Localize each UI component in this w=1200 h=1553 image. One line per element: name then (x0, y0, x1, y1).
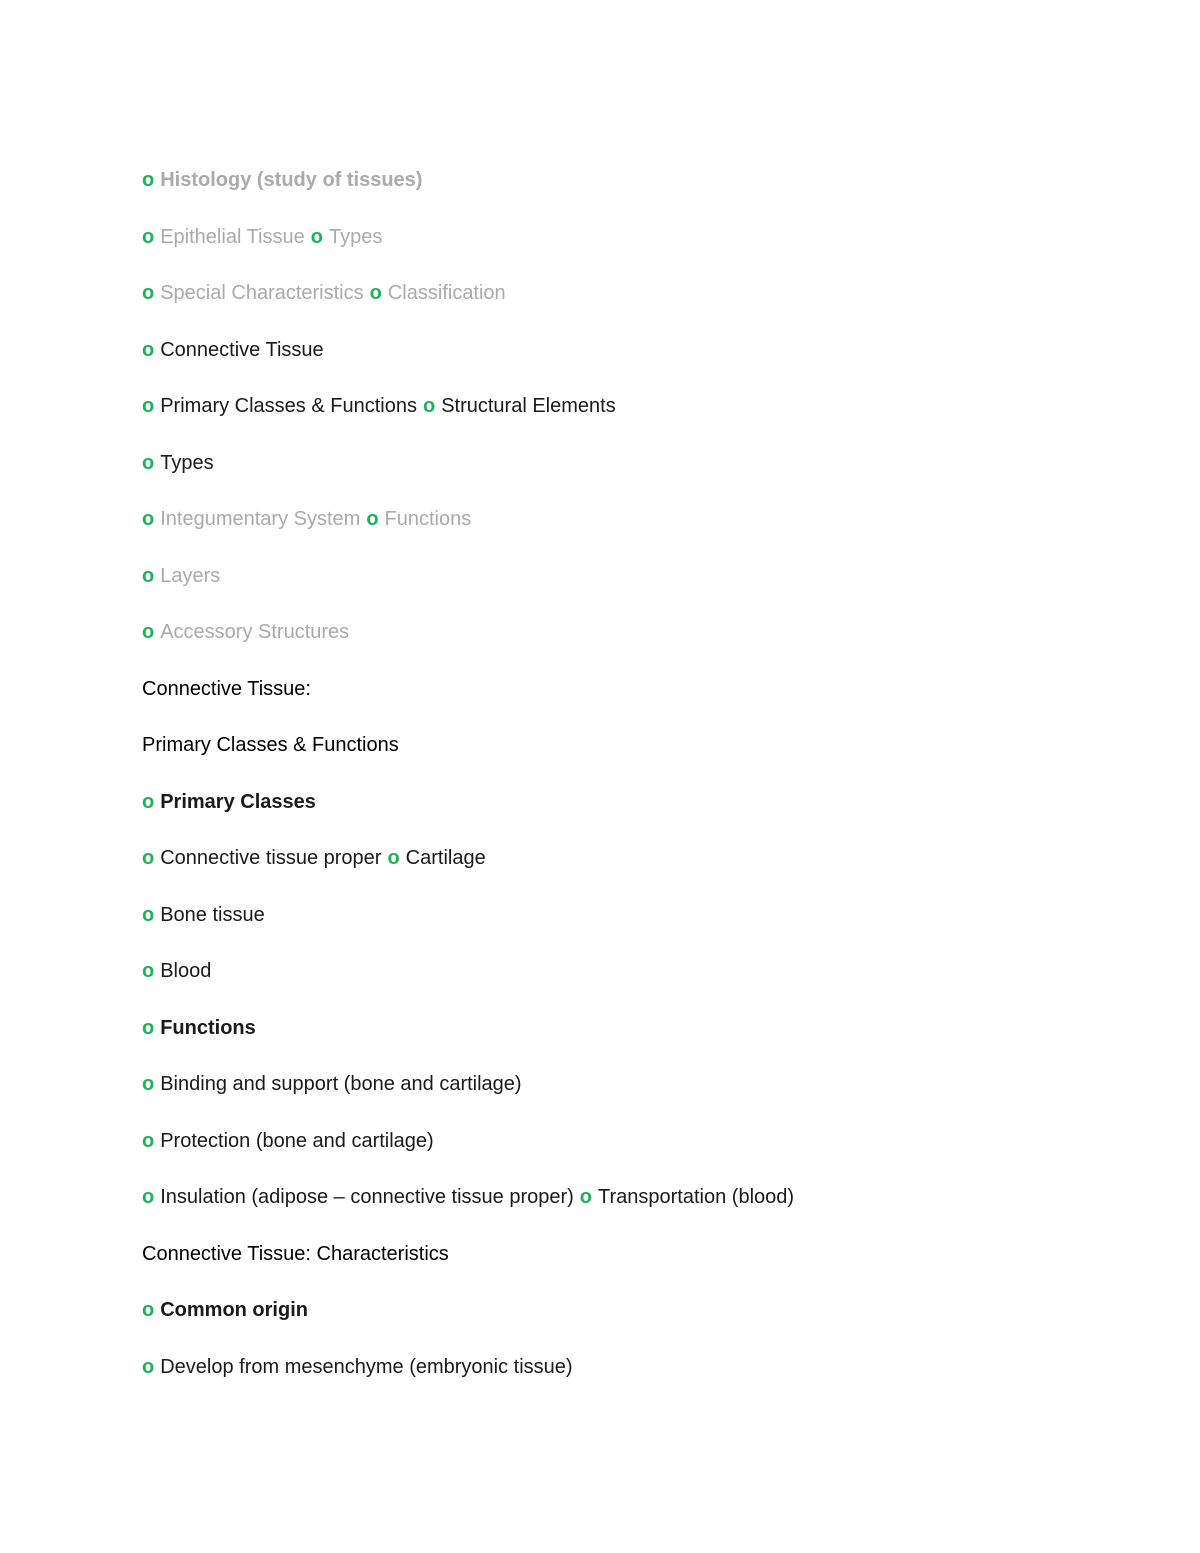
bullet-marker: o (142, 1186, 155, 1208)
outline-item (142, 219, 1122, 276)
outline-text: Connective Tissue (160, 338, 324, 361)
outline-item (142, 1179, 1122, 1236)
outline-item (142, 501, 1122, 558)
outline-item (142, 162, 1122, 219)
bullet-marker: o (310, 225, 323, 248)
outline-text: Primary Classes (160, 790, 316, 813)
bullet-marker: o (142, 564, 155, 587)
bullet-marker: o (142, 395, 155, 417)
outline-text: Layers (160, 564, 221, 587)
bullet-marker: o (142, 338, 155, 361)
bullet-marker: o (142, 1129, 155, 1152)
section-heading (142, 727, 1122, 784)
bullet-marker: o (422, 395, 436, 417)
outline-item (142, 784, 1122, 841)
outline-text: Structural Elements (441, 395, 616, 417)
outline-item (142, 1123, 1122, 1180)
outline-text: Cartilage (405, 847, 486, 869)
bullet-marker: o (579, 1186, 593, 1208)
outline-content (142, 162, 1122, 1405)
outline-text: Accessory Structures (160, 621, 350, 643)
outline-item (142, 388, 1122, 445)
outline-text: Functions (160, 1016, 256, 1039)
outline-text: Histology (study of tissues) (160, 169, 423, 191)
bullet-marker: o (142, 225, 155, 248)
outline-text: Binding and support (bone and cartilage) (160, 1073, 522, 1095)
outline-text: Blood (160, 960, 212, 982)
bullet-marker: o (142, 903, 155, 926)
outline-text: Primary Classes & Functions (160, 395, 417, 417)
outline-item (142, 614, 1122, 671)
outline-text: Connective Tissue: (142, 677, 311, 700)
bullet-marker: o (387, 847, 400, 869)
bullet-marker: o (142, 847, 155, 869)
outline-text: Special Characteristics (160, 282, 364, 304)
section-heading (142, 671, 1122, 728)
outline-text: Common origin (160, 1299, 308, 1321)
bullet-marker: o (142, 790, 155, 813)
outline-text: Insulation (adipose – connective tissue proper) (160, 1186, 574, 1208)
outline-text: Functions (384, 508, 472, 530)
outline-text: Connective tissue proper (160, 847, 382, 869)
outline-text: Classification (387, 282, 506, 304)
bullet-marker: o (142, 1355, 155, 1378)
bullet-marker: o (142, 169, 155, 191)
outline-item (142, 1066, 1122, 1123)
bullet-marker: o (142, 1299, 155, 1321)
outline-text: Types (328, 225, 383, 248)
outline-text: Primary Classes & Functions (142, 734, 399, 756)
outline-item (142, 332, 1122, 389)
bullet-marker: o (142, 621, 155, 643)
outline-item (142, 445, 1122, 502)
outline-item (142, 1349, 1122, 1406)
outline-text: Protection (bone and cartilage) (160, 1129, 434, 1152)
outline-item (142, 275, 1122, 332)
outline-text: Bone tissue (160, 903, 265, 926)
outline-text: Types (160, 451, 214, 474)
outline-item (142, 1292, 1122, 1349)
outline-item (142, 840, 1122, 897)
bullet-marker: o (142, 451, 155, 474)
outline-item (142, 953, 1122, 1010)
bullet-marker: o (142, 282, 155, 304)
outline-item (142, 897, 1122, 954)
section-heading (142, 1236, 1122, 1293)
outline-text: Integumentary System (160, 508, 361, 530)
outline-text: Connective Tissue: Characteristics (142, 1242, 449, 1265)
bullet-marker: o (142, 960, 155, 982)
bullet-marker: o (369, 282, 382, 304)
bullet-marker: o (142, 508, 155, 530)
outline-item (142, 558, 1122, 615)
outline-item (142, 1010, 1122, 1067)
bullet-marker: o (142, 1073, 155, 1095)
bullet-marker: o (366, 508, 379, 530)
bullet-marker: o (142, 1016, 155, 1039)
outline-text: Develop from mesenchyme (embryonic tissue) (160, 1355, 573, 1378)
outline-text: Epithelial Tissue (160, 225, 305, 248)
outline-text: Transportation (blood) (598, 1186, 795, 1208)
